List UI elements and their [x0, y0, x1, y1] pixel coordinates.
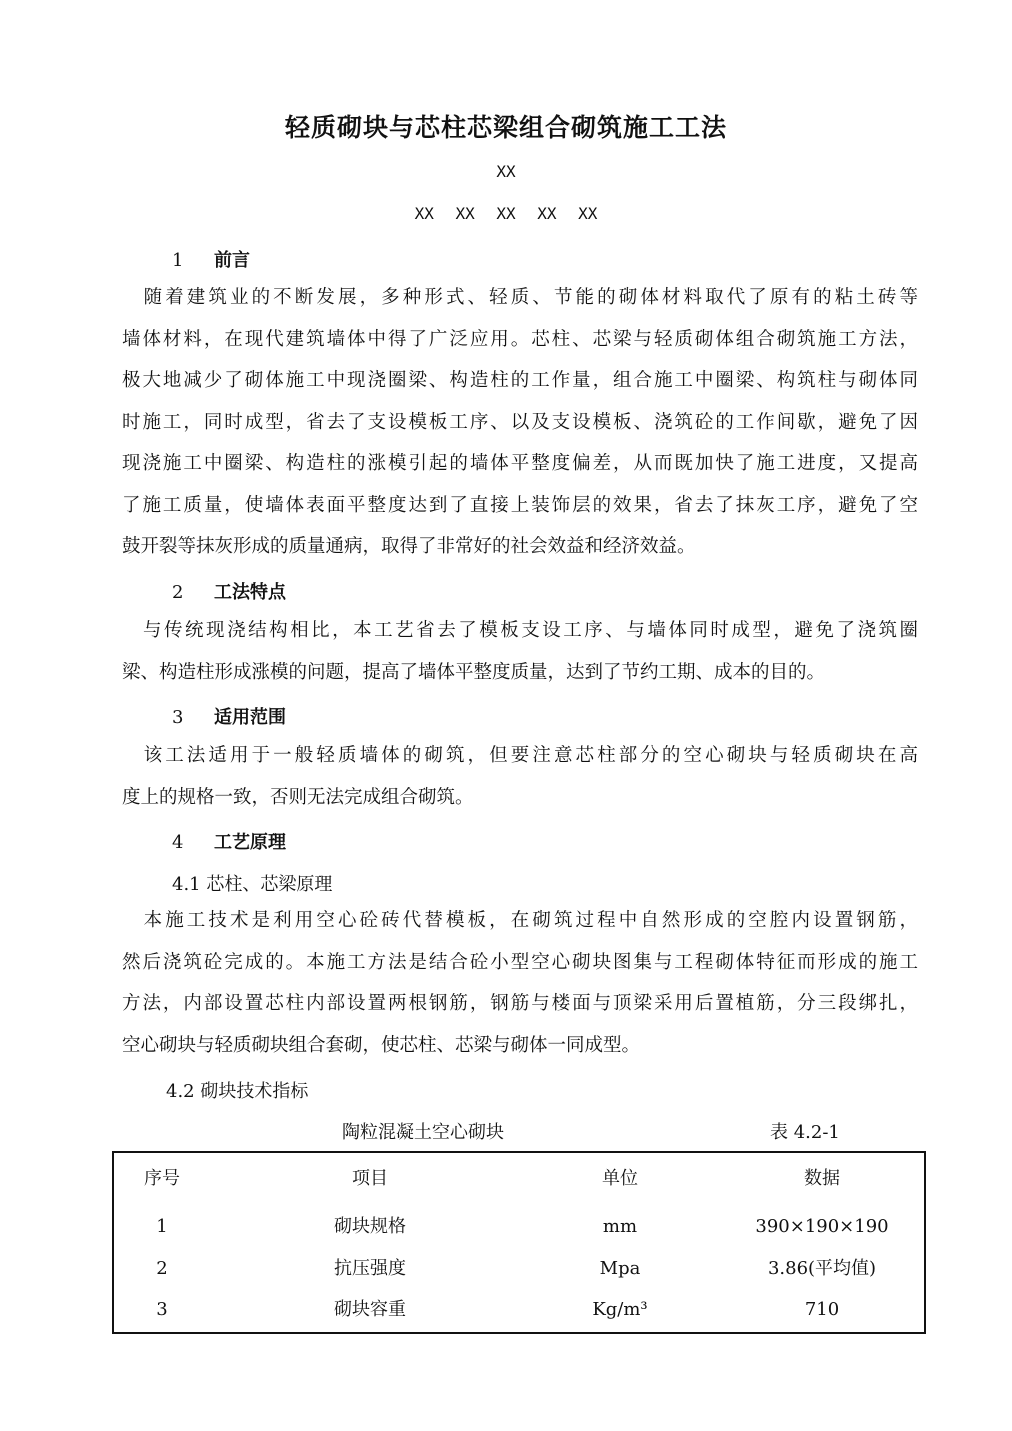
author: XX — [496, 162, 516, 181]
section-title: 前言 — [214, 250, 250, 271]
table-caption: 陶粒混凝土空心砌块 — [342, 1122, 504, 1143]
text-line: 了施工质量，使墙体表面平整度达到了直接上装饰层的效果，省去了抹灰工序，避免了空 — [122, 494, 918, 516]
section-number: 2 — [172, 582, 184, 603]
table-row — [114, 1249, 924, 1289]
affiliation: XX XX XX XX XX — [414, 204, 598, 223]
section-number: 3 — [172, 707, 184, 728]
table-cell: mm — [602, 1216, 638, 1237]
paragraph-preface — [122, 277, 918, 568]
text-line: 空心砌块与轻质砌块组合套砌，使芯柱、芯梁与砌体一同成型。 — [122, 1034, 641, 1056]
section-heading-2 — [172, 578, 286, 604]
table-row — [114, 1207, 924, 1247]
header-cell: 单位 — [602, 1168, 638, 1189]
table-cell: 3.86(平均值) — [767, 1258, 877, 1279]
table-cell: 3 — [156, 1299, 168, 1320]
section-number: 4 — [172, 832, 184, 853]
text-line: 墙体材料，在现代建筑墙体中得了广泛应用。芯柱、芯梁与轻质砌体组合砌筑施工方法， — [122, 328, 918, 350]
paragraph-scope — [122, 735, 918, 818]
section-title: 适用范围 — [214, 707, 286, 728]
paragraph-features — [122, 610, 918, 693]
text-line: 与传统现浇结构相比，本工艺省去了模板支设工序、与墙体同时成型，避免了浇筑圈 — [122, 620, 918, 641]
document-title: 轻质砌块与芯柱芯梁组合砌筑施工工法 — [284, 113, 727, 142]
table-cell: 390×190×190 — [755, 1216, 889, 1237]
table-cell: Kg/m³ — [592, 1299, 648, 1320]
spec-table — [112, 1151, 926, 1334]
subsection-4-1: 4.1 芯柱、芯梁原理 — [172, 874, 333, 895]
section-heading-3 — [172, 703, 286, 729]
table-header-row — [114, 1159, 924, 1199]
text-line: 极大地减少了砌体施工中现浇圈梁、构造柱的工作量，组合施工中圈梁、构筑柱与砌体同 — [122, 370, 918, 391]
text-line: 该工法适用于一般轻质墙体的砌筑，但要注意芯柱部分的空心砌块与轻质砌块在高 — [122, 745, 918, 766]
table-cell: Mpa — [599, 1258, 641, 1279]
section-heading-1 — [172, 246, 250, 272]
text-line: 方法，内部设置芯柱内部设置两根钢筋，钢筋与楼面与顶梁采用后置植筋，分三段绑扎， — [122, 993, 918, 1014]
table-row — [114, 1290, 924, 1330]
section-heading-4 — [172, 828, 286, 854]
table-cell: 2 — [156, 1258, 168, 1279]
table-cell: 710 — [804, 1299, 840, 1320]
section-title: 工艺原理 — [214, 832, 286, 853]
paragraph-principle — [122, 900, 918, 1066]
text-line: 梁、构造柱形成涨模的问题，提高了墙体平整度质量，达到了节约工期、成本的目的。 — [122, 661, 826, 683]
header-cell: 项目 — [352, 1168, 388, 1189]
table-cell: 抗压强度 — [334, 1258, 406, 1279]
text-line: 随着建筑业的不断发展，多种形式、轻质、节能的砌体材料取代了原有的粘土砖等 — [122, 287, 918, 308]
header-cell: 数据 — [804, 1168, 840, 1189]
text-line: 时施工，同时成型，省去了支设模板工序、以及支设模板、浇筑砼的工作间歇，避免了因 — [122, 411, 918, 433]
table-number: 表 4.2-1 — [770, 1122, 840, 1143]
text-line: 鼓开裂等抹灰形成的质量通病，取得了非常好的社会效益和经济效益。 — [122, 536, 696, 557]
table-cell: 砌块规格 — [334, 1216, 406, 1237]
section-title: 工法特点 — [214, 582, 286, 603]
text-line: 然后浇筑砼完成的。本施工方法是结合砼小型空心砌块图集与工程砌体特征而形成的施工 — [122, 951, 918, 973]
subsection-4-2: 4.2 砌块技术指标 — [166, 1081, 309, 1102]
section-number: 1 — [172, 250, 184, 271]
header-cell: 序号 — [144, 1168, 180, 1189]
table-cell: 砌块容重 — [334, 1299, 406, 1320]
table-cell: 1 — [156, 1216, 168, 1237]
text-line: 现浇施工中圈梁、构造柱的涨模引起的墙体平整度偏差，从而既加快了施工进度，又提高 — [122, 453, 918, 474]
text-line: 本施工技术是利用空心砼砖代替模板，在砌筑过程中自然形成的空腔内设置钢筋， — [122, 910, 918, 931]
text-line: 度上的规格一致，否则无法完成组合砌筑。 — [122, 786, 474, 808]
